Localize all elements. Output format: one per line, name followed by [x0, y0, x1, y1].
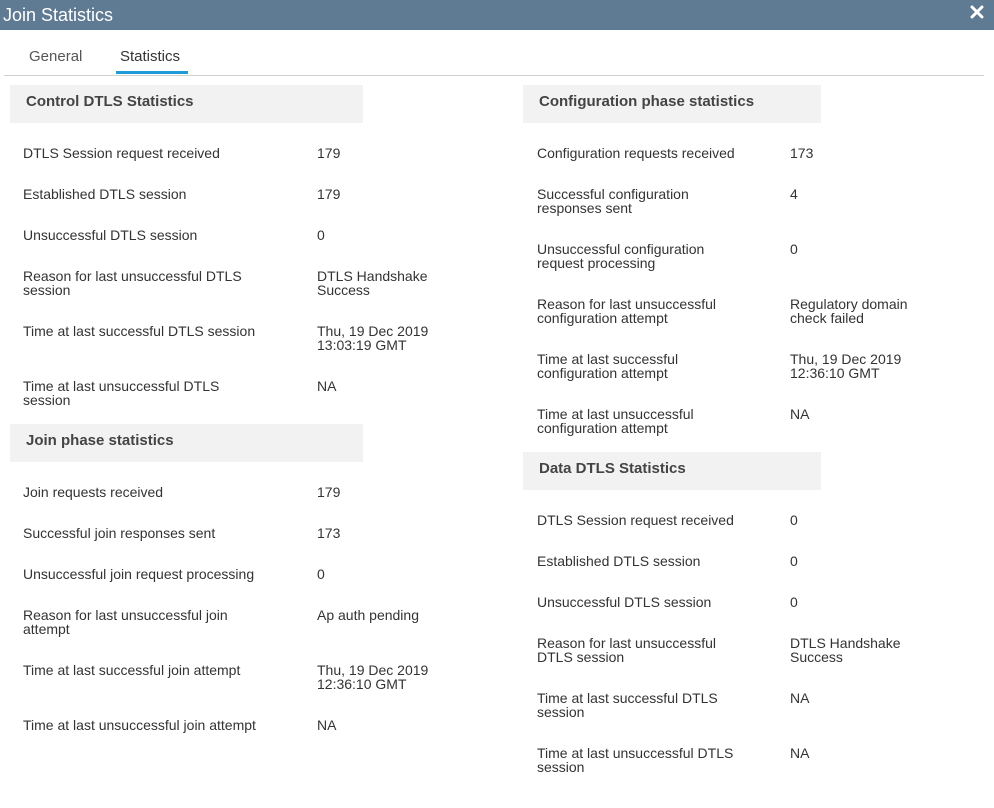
stat-value: Regulatory domain check failed [790, 296, 908, 326]
stat-value: 173 [790, 145, 814, 161]
stat-label: Unsuccessful join request processing [23, 566, 255, 582]
stat-label: Reason for last unsuccessful configuration attempt [537, 296, 716, 326]
close-icon[interactable] [970, 5, 984, 19]
stat-label: Time at last successful DTLS session [537, 690, 718, 720]
stat-value: 0 [317, 566, 325, 582]
tab-statistics[interactable]: Statistics [120, 48, 181, 65]
stat-label: Time at last successful configuration attempt [537, 351, 679, 381]
stat-value: Thu, 19 Dec 2019 12:36:10 GMT [790, 351, 902, 381]
stat-label: Reason for last unsuccessful DTLS session [23, 268, 242, 298]
stat-value: 0 [790, 553, 798, 569]
stat-label: DTLS Session request received [537, 512, 734, 528]
dialog-titlebar [0, 0, 994, 30]
stat-label: Established DTLS session [23, 186, 187, 202]
stat-value: 179 [317, 145, 341, 161]
stat-label: Successful configuration responses sent [537, 186, 689, 216]
stat-value: DTLS Handshake Success [790, 635, 901, 665]
stat-value: DTLS Handshake Success [317, 268, 428, 298]
stat-label: Time at last successful join attempt [23, 662, 241, 678]
stat-label: Time at last unsuccessful join attempt [23, 717, 256, 733]
stat-label: Time at last unsuccessful DTLS session [537, 745, 734, 775]
stat-value: 4 [790, 186, 798, 202]
section-title: Configuration phase statistics [523, 85, 821, 123]
stat-value: 0 [790, 594, 798, 610]
section-title: Control DTLS Statistics [10, 85, 363, 123]
stat-value: 173 [317, 525, 341, 541]
stat-value: NA [790, 406, 810, 422]
stat-label: Configuration requests received [537, 145, 735, 161]
stat-label: Established DTLS session [537, 553, 701, 569]
stat-label: Reason for last unsuccessful DTLS session [537, 635, 716, 665]
tab-bar [4, 30, 984, 76]
stat-label: Unsuccessful DTLS session [23, 227, 198, 243]
stat-label: Unsuccessful DTLS session [537, 594, 712, 610]
stat-label: Successful join responses sent [23, 525, 216, 541]
active-tab-indicator [116, 71, 188, 74]
section-title: Join phase statistics [10, 424, 363, 462]
stat-value: Thu, 19 Dec 2019 12:36:10 GMT [317, 662, 429, 692]
stat-value: Thu, 19 Dec 2019 13:03:19 GMT [317, 323, 429, 353]
tab-general[interactable]: General [29, 48, 83, 65]
stat-label: Join requests received [23, 484, 164, 500]
section-title: Data DTLS Statistics [523, 452, 821, 490]
stat-value: NA [790, 745, 810, 761]
stat-value: 0 [317, 227, 325, 243]
stat-label: DTLS Session request received [23, 145, 220, 161]
dialog-title: Join Statistics [3, 5, 114, 25]
stat-value: NA [790, 690, 810, 706]
stat-value: 0 [790, 512, 798, 528]
stat-label: Unsuccessful configuration request processing [537, 241, 705, 271]
stat-value: 179 [317, 484, 341, 500]
stat-value: 179 [317, 186, 341, 202]
stat-value: 0 [790, 241, 798, 257]
stat-value: NA [317, 717, 337, 733]
stat-label: Reason for last unsuccessful join attempt [23, 607, 228, 637]
stat-label: Time at last unsuccessful DTLS session [23, 378, 220, 408]
stat-value: NA [317, 378, 337, 394]
stat-label: Time at last successful DTLS session [23, 323, 256, 339]
stat-label: Time at last unsuccessful configuration attempt [537, 406, 694, 436]
stat-value: Ap auth pending [317, 607, 419, 623]
